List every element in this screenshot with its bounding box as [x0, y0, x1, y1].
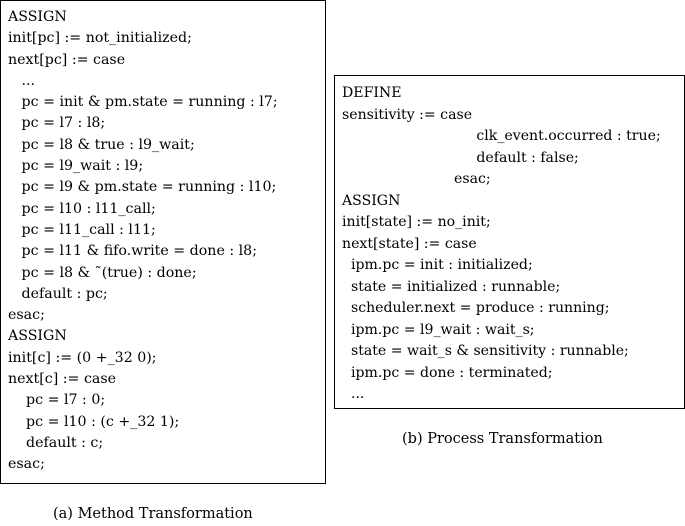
code-line: pc = l10 : l11_call; [8, 200, 156, 217]
code-line: esac; [342, 171, 491, 187]
code-line: sensitivity := case [342, 106, 473, 123]
code-line: scheduler.next = produce : running; [342, 300, 610, 316]
code-line: pc = l8 & true : l9_wait; [8, 136, 195, 153]
code-line: ASSIGN [342, 192, 401, 209]
code-line: ... [8, 72, 36, 89]
code-line: clk_event.occurred : true; [342, 128, 661, 144]
method-transformation-caption: (a) Method Transformation [53, 506, 253, 522]
code-line: DEFINE [342, 85, 402, 101]
code-line: ipm.pc = l9_wait : wait_s; [342, 321, 535, 338]
code-line: pc = l7 : 0; [8, 392, 106, 409]
code-line: init[state] := no_init; [342, 214, 491, 230]
code-line: next[c] := case [8, 371, 117, 388]
process-transformation-box [334, 75, 685, 409]
method-transformation-box [0, 0, 326, 484]
code-line: pc = l10 : (c +_32 1); [8, 413, 180, 430]
code-line: pc = l11_call : l11; [8, 221, 156, 238]
code-line: next[pc] := case [8, 51, 126, 68]
code-line: pc = l7 : l8; [8, 115, 106, 132]
code-line: default : false; [342, 149, 579, 166]
code-line: state = wait_s & sensitivity : runnable; [342, 343, 629, 359]
code-line: esac; [8, 307, 45, 324]
code-line: init[pc] := not_initialized; [8, 30, 192, 47]
code-line: pc = l11 & fifo.write = done : l8; [8, 243, 257, 260]
code-line: ASSIGN [8, 328, 67, 345]
process-transformation-caption: (b) Process Transformation [402, 431, 603, 447]
code-line: ipm.pc = done : terminated; [342, 364, 553, 381]
code-line: pc = l9_wait : l9; [8, 158, 144, 175]
code-line: next[state] := case [342, 235, 477, 252]
code-line: pc = init & pm.state = running : l7; [8, 94, 278, 111]
code-line: pc = l8 & ˜(true) : done; [8, 264, 197, 281]
code-line: init[c] := (0 +_32 0); [8, 349, 157, 366]
code-line: default : pc; [8, 285, 108, 302]
code-line: pc = l9 & pm.state = running : l10; [8, 179, 277, 196]
code-line: esac; [8, 456, 45, 473]
code-line: state = initialized : runnable; [342, 278, 561, 295]
code-line: ipm.pc = init : initialized; [342, 257, 533, 273]
code-line: ... [342, 386, 365, 402]
code-line: ASSIGN [8, 9, 67, 25]
code-line: default : c; [8, 434, 104, 451]
